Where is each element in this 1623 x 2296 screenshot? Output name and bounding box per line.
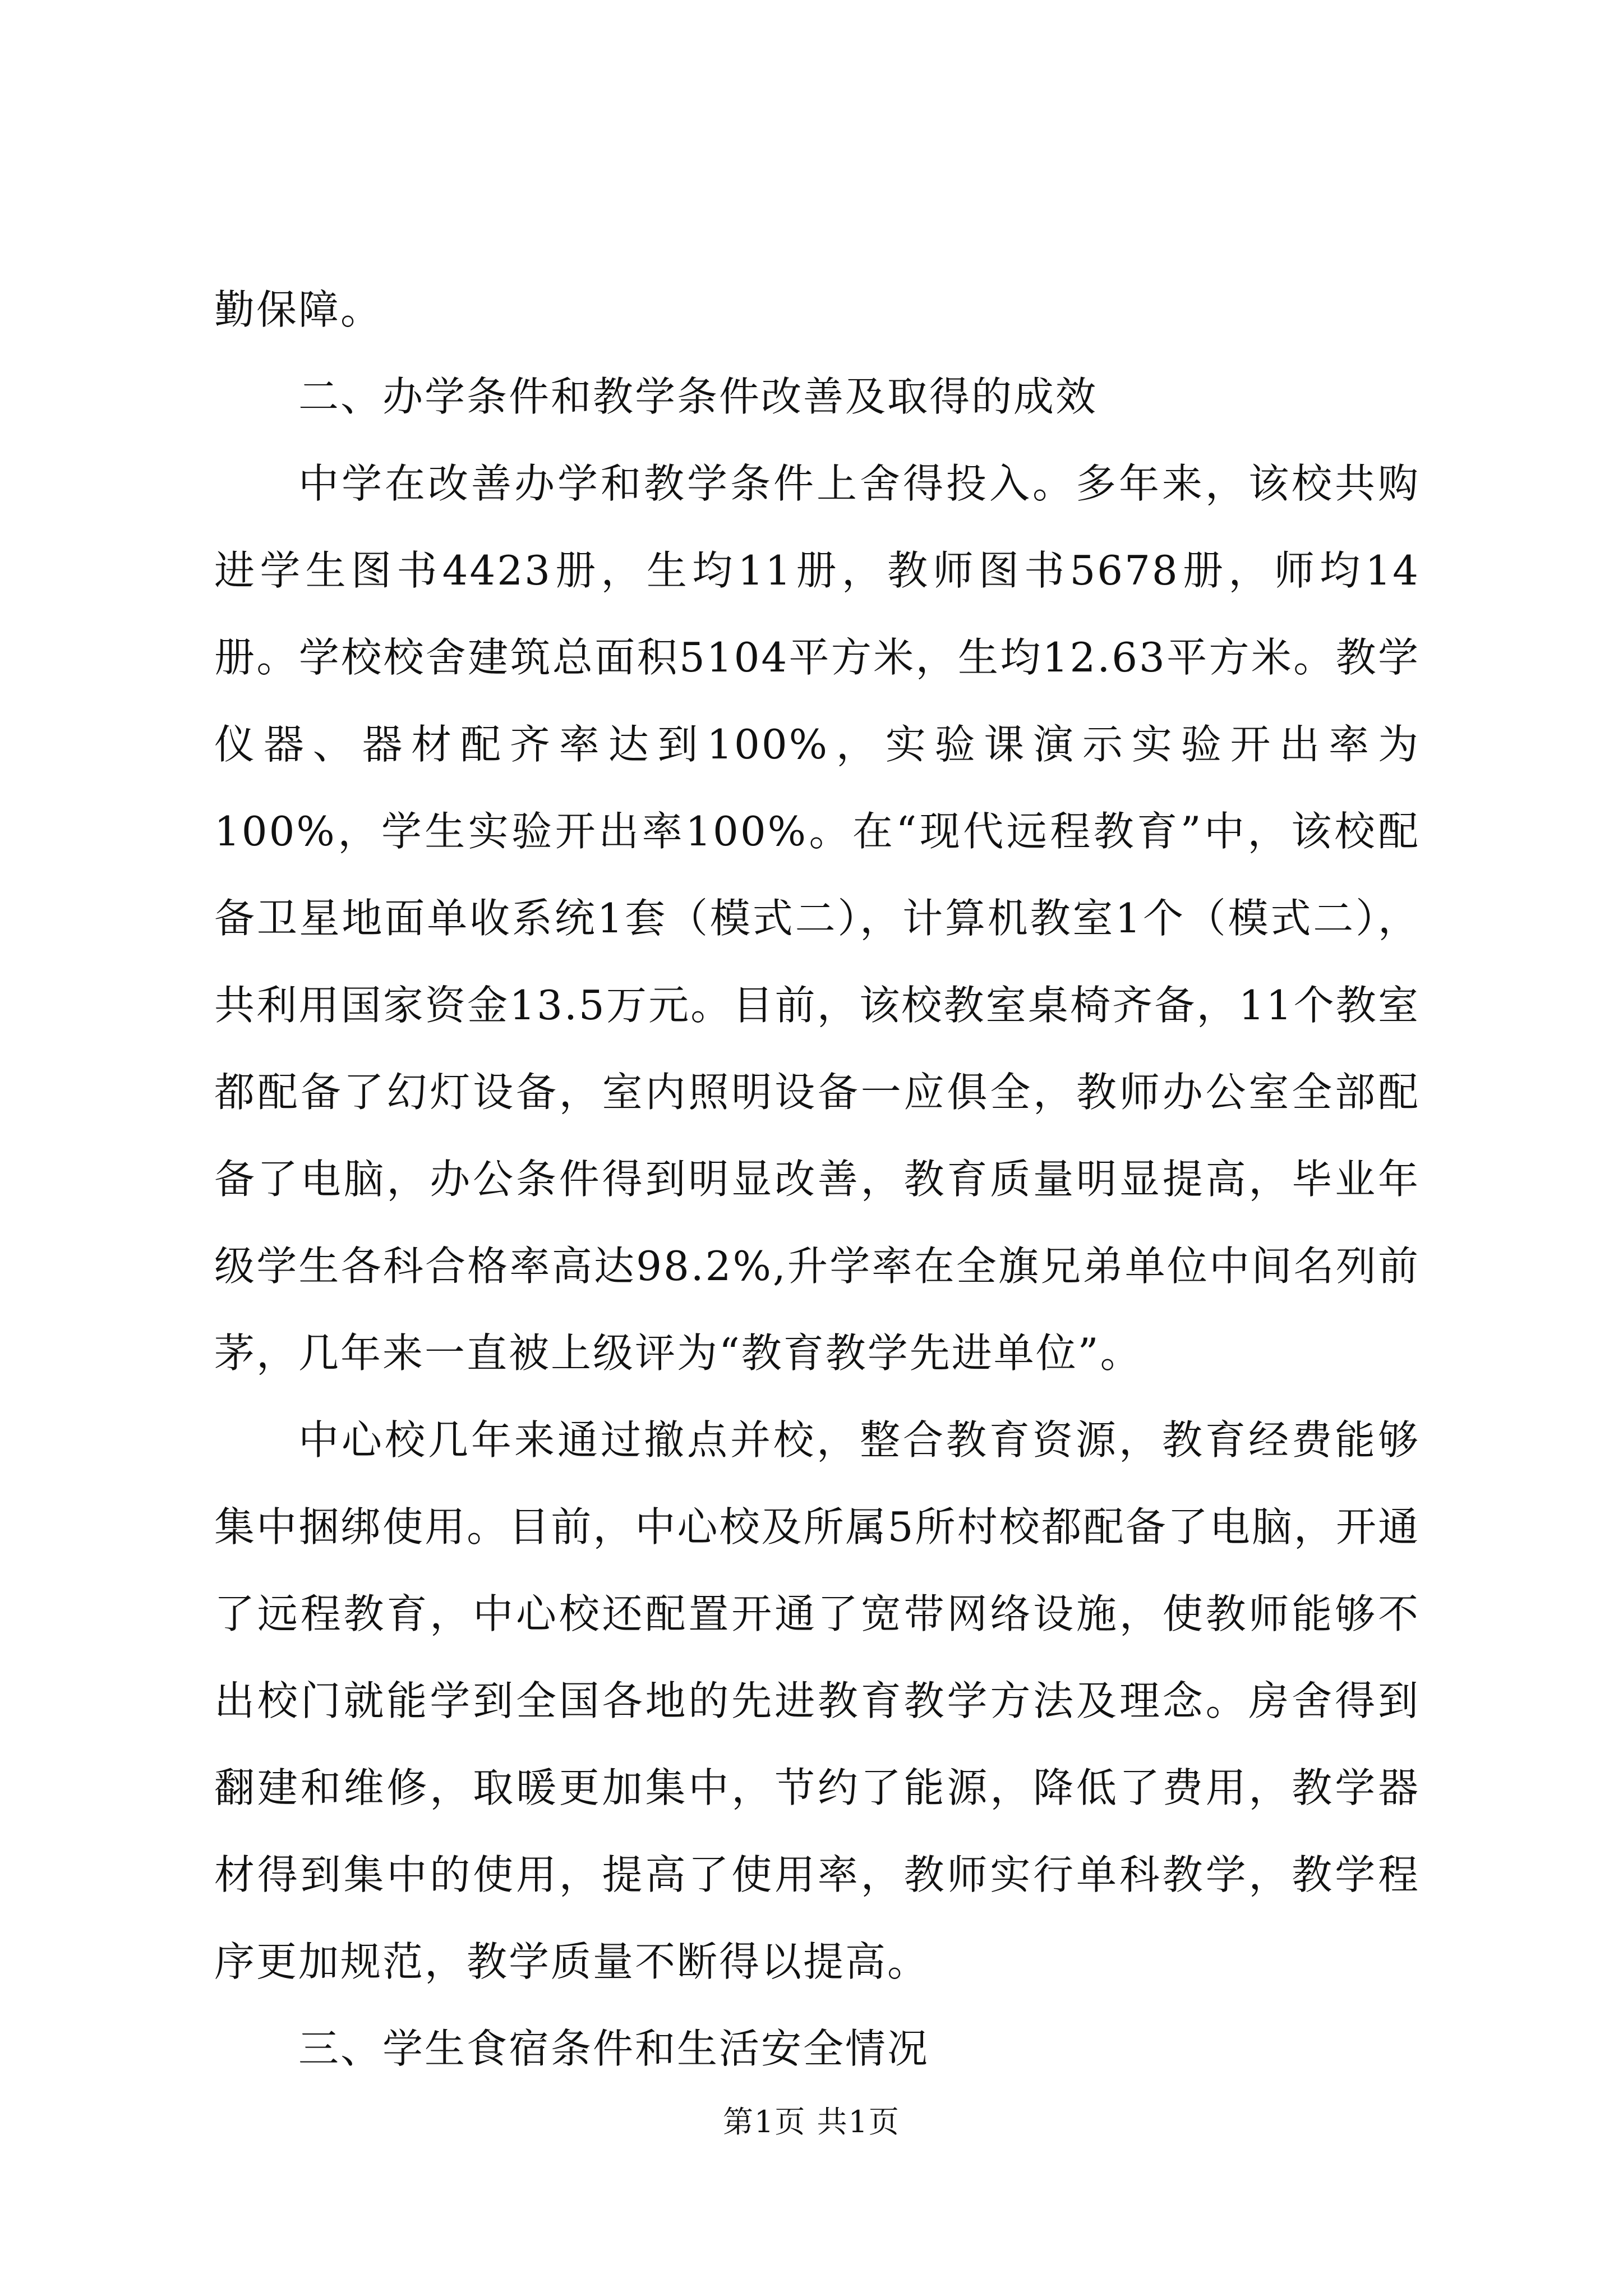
section-heading-2: 二、办学条件和教学条件改善及取得的成效	[298, 373, 1098, 420]
paragraph-continuation: 勤保障。	[214, 286, 383, 333]
page-number-footer: 第1页 共1页	[723, 2104, 900, 2139]
section-heading-3: 三、学生食宿条件和生活安全情况	[298, 2025, 930, 2072]
paragraph-central-school: 中心校几年来通过撤点并校，整合教育资源，教育经费能够集中捆绑使用。目前，中心校及所属5所村校都配备了电脑，开通了远程教育，中心校还配置开通了宽带网络设施，使教师能够不出校门就能学到全国各地的先进教育教学方法及理念。房舍得到翻建和维修，取暖更加集中，节约了能源，降低了费用，教学器材得到集中的使用，提高了使用率，教师实行单科教学，教学程序更加规范，教学质量不断得以提高。	[214, 1416, 1420, 1985]
paragraph-middle-school: 中学在改善办学和教学条件上舍得投入。多年来，该校共购进学生图书4423册，生均11册，教师图书5678册，师均14册。学校校舍建筑总面积5104平方米，生均12.63平方米。教学仪器、器材配齐率达到100%，实验课演示实验开出率为100%，学生实验开出率100%。在“现代远程教育”中，该校配备卫星地面单收系统1套（模式二），计算机教室1个（模式二），共利用国家资金13.5万元。目前，该校教室桌椅齐备，11个教室都配备了幻灯设备，室内照明设备一应俱全，教师办公室全部配备了电脑，办公条件得到明显改善，教育质量明显提高，毕业年级学生各科合格率高达98.2%,升学率在全旗兄弟单位中间名列前茅，几年来一直被上级评为“教育教学先进单位”。	[214, 460, 1420, 1377]
document-body	[214, 266, 1420, 2092]
